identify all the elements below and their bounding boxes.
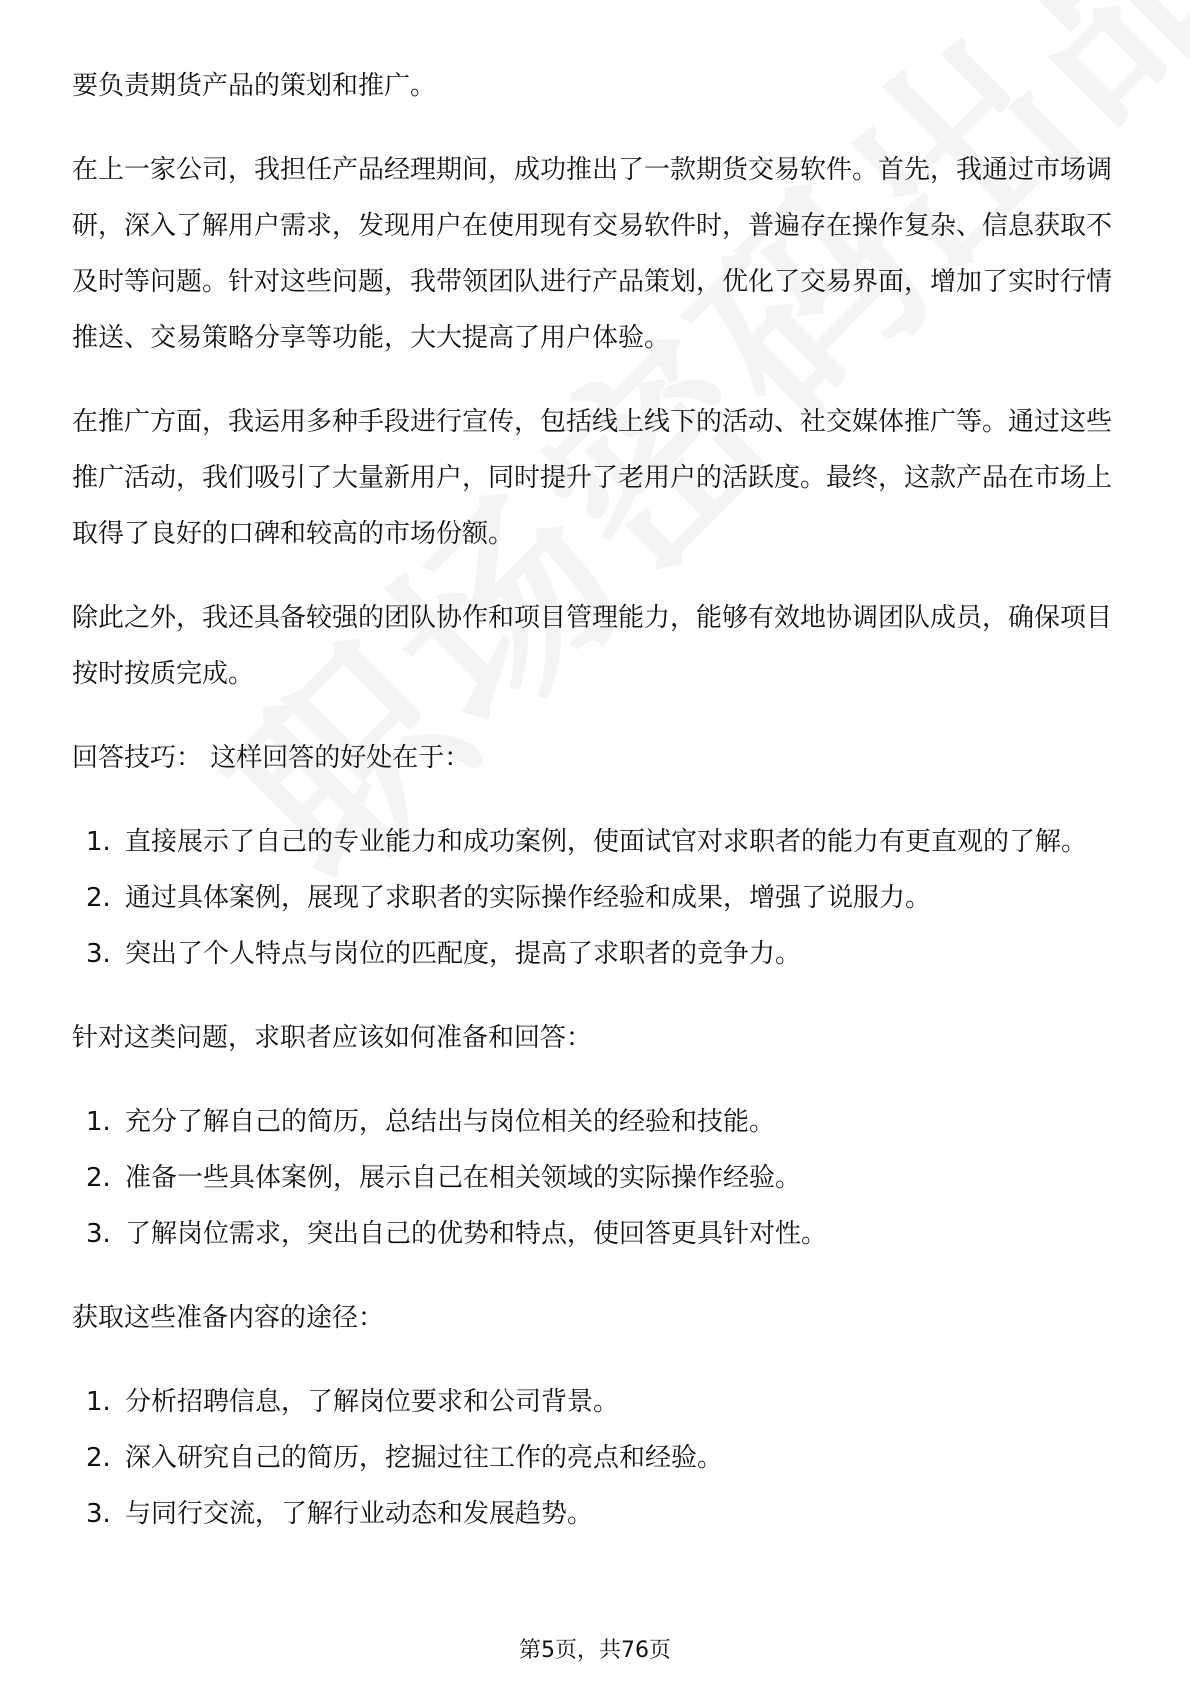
document-body	[72, 58, 1118, 1570]
list-item-text: 突出了个人特点与岗位的匹配度，提高了求职者的竞争力。	[125, 939, 802, 969]
list-item-text: 深入研究自己的简历，挖掘过往工作的亮点和经验。	[125, 1443, 724, 1473]
list-item-text: 准备一些具体案例，展示自己在相关领域的实际操作经验。	[125, 1163, 802, 1193]
section-heading: 获取这些准备内容的途径：	[72, 1303, 385, 1333]
list-item-text: 充分了解自己的简历，总结出与岗位相关的经验和技能。	[125, 1107, 776, 1137]
section-heading: 针对这类问题，求职者应该如何准备和回答：	[72, 1023, 593, 1053]
list-number: 3.	[86, 939, 111, 969]
page-number: 第5页，共76页	[519, 1638, 671, 1663]
paragraph: 在推广方面，我运用多种手段进行宣传，包括线上线下的活动、社交媒体推广等。通过这些推广活动，我们吸引了大量新用户，同时提升了老用户的活跃度。最终，这款产品在市场上取得了良好的口碑和较高的市场份额。	[72, 407, 1113, 549]
numbered-list	[72, 814, 1118, 982]
paragraph: 在上一家公司，我担任产品经理期间，成功推出了一款期货交易软件。首先，我通过市场调研，深入了解用户需求，发现用户在使用现有交易软件时，普遍存在操作复杂、信息获取不及时等问题。针对这些问题，我带领团队进行产品策划，优化了交易界面，增加了实时行情推送、交易策略分享等功能，大大提高了用户体验。	[72, 155, 1113, 353]
list-item-text: 直接展示了自己的专业能力和成功案例，使面试官对求职者的能力有更直观的了解。	[125, 827, 1088, 857]
list-item	[72, 1430, 1118, 1486]
list-number: 1.	[86, 1387, 111, 1417]
list-number: 3.	[86, 1499, 111, 1529]
list-item	[72, 1094, 1118, 1150]
numbered-list	[72, 1374, 1118, 1542]
list-item-text: 通过具体案例，展现了求职者的实际操作经验和成果，增强了说服力。	[125, 883, 932, 913]
list-number: 2.	[86, 883, 111, 913]
list-number: 1.	[86, 827, 111, 857]
numbered-list	[72, 1094, 1118, 1262]
list-number: 2.	[86, 1163, 111, 1193]
list-item	[72, 1150, 1118, 1206]
paragraph: 除此之外，我还具备较强的团队协作和项目管理能力，能够有效地协调团队成员，确保项目按时按质完成。	[72, 603, 1113, 689]
list-item-text: 分析招聘信息，了解岗位要求和公司背景。	[125, 1387, 620, 1417]
list-item	[72, 926, 1118, 982]
list-item-text: 了解岗位需求，突出自己的优势和特点，使回答更具针对性。	[125, 1219, 828, 1249]
section-heading: 回答技巧： 这样回答的好处在于：	[72, 743, 471, 773]
list-number: 1.	[86, 1107, 111, 1137]
paragraph: 要负责期货产品的策划和推广。	[72, 71, 437, 101]
list-item	[72, 1486, 1118, 1542]
list-number: 2.	[86, 1443, 111, 1473]
list-item-text: 与同行交流，了解行业动态和发展趋势。	[125, 1499, 594, 1529]
list-item	[72, 814, 1118, 870]
list-item	[72, 1374, 1118, 1430]
list-number: 3.	[86, 1219, 111, 1249]
list-item	[72, 870, 1118, 926]
list-item	[72, 1206, 1118, 1262]
